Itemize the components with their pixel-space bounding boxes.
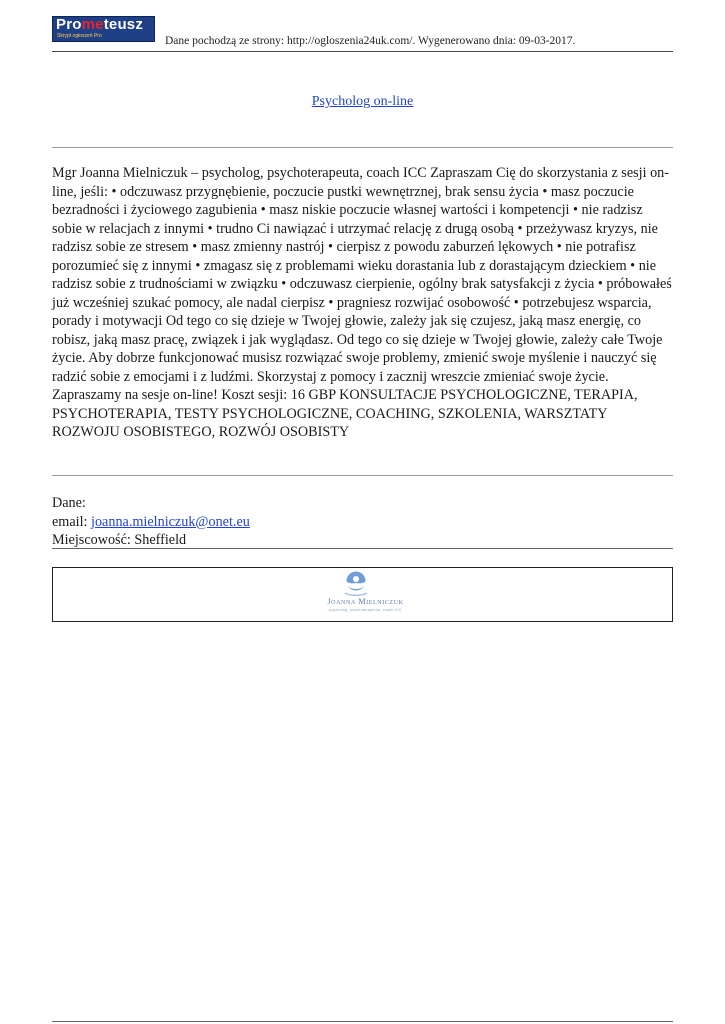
logo-wordmark: Prometeusz [56, 16, 144, 33]
contact-city-row [52, 531, 673, 550]
contact-email-row [52, 513, 673, 532]
city-label: Miejscowość: [52, 532, 135, 548]
contact-section [52, 494, 673, 550]
city-value: Sheffield [134, 532, 187, 548]
logo-leaf [345, 593, 367, 595]
listing-description: Mgr Joanna Mielniczuk – psycholog, psychoterapeuta, coach ICC Zapraszam Cię do skorzystania z sesji on-line, jeśli: • odczuwasz przygnębienie, poczucie pustki wewnętrznej, brak sensu życia • masz poczucie bezradności i życiowego zagubienia • masz niskie poczucie własnej wartości i kompetencji • nie radzisz sobie w relacjach z innymi • trudno Ci nawiązać i utrzymać relację z drugą osobą • przeżywasz kryzys, nie radzisz sobie ze stresem • masz zmienny nastrój • cierpisz z powodu zaburzeń lękowych • nie potrafisz porozumieć się z innymi • zmagasz się z problemami wieku dorastania lub z dorastającym dzieckiem • nie radzisz sobie z trudnościami w związku • odczuwasz cierpienie, ogólny brak satysfakcji z życia • próbowałeś już wcześniej szukać pomocy, ale nadal cierpisz • pragniesz rozwijać osobowość • potrzebujesz wsparcia, porady i motywacji Od tego co się dzieje w Twojej głowie, zależy jak się czujesz, jaką masz energię, co robisz, jaką masz pracę, związek i jak wyglądasz. Od tego co się dzieje w Twojej głowie, zależy całe Twoje życie. Aby dobrze funkcjonować musisz rozwiązać swoje problemy, zmienić swoje myślenie i nauczyć się radzić sobie z emocjami i z ludźmi. Skorzystaj z pomocy i zacznij wreszcie zmieniać swoje życie. Zapraszamy na sesje on-line! Koszt sesji: 16 GBP KONSULTACJE PSYCHOLOGICZNE, TERAPIA, PSYCHOTERAPIA, TESTY PSYCHOLOGICZNE, COACHING, SZKOLENIA, WARSZTATY ROZWOJU OSOBISTEGO, ROZWÓJ OSOBISTY [52, 165, 672, 440]
header-divider [52, 51, 673, 52]
listing-title[interactable]: Psycholog on-line [311, 94, 414, 109]
logo-name: Joanna Mielniczuk [327, 597, 404, 606]
page-footer-rule [52, 1021, 673, 1022]
divider-bottom [52, 548, 673, 549]
logo-tagline: Skrypt ogłoszeń Pro [57, 33, 102, 39]
contact-heading: Dane: [52, 495, 86, 511]
divider-top [52, 147, 673, 148]
source-info: Dane pochodzą ze strony: http://ogloszenia24uk.com/. Wygenerowano dnia: 09-03-2017. [165, 35, 576, 47]
logo-subtitle: psycholog, psychoterapeuta, coach ICC [329, 608, 402, 612]
divider-middle [52, 475, 673, 476]
email-label: email: [52, 513, 92, 530]
email-link[interactable]: joanna.mielniczuk@onet.eu [91, 513, 250, 530]
prometeusz-logo [52, 16, 155, 42]
logo-head [353, 576, 359, 582]
